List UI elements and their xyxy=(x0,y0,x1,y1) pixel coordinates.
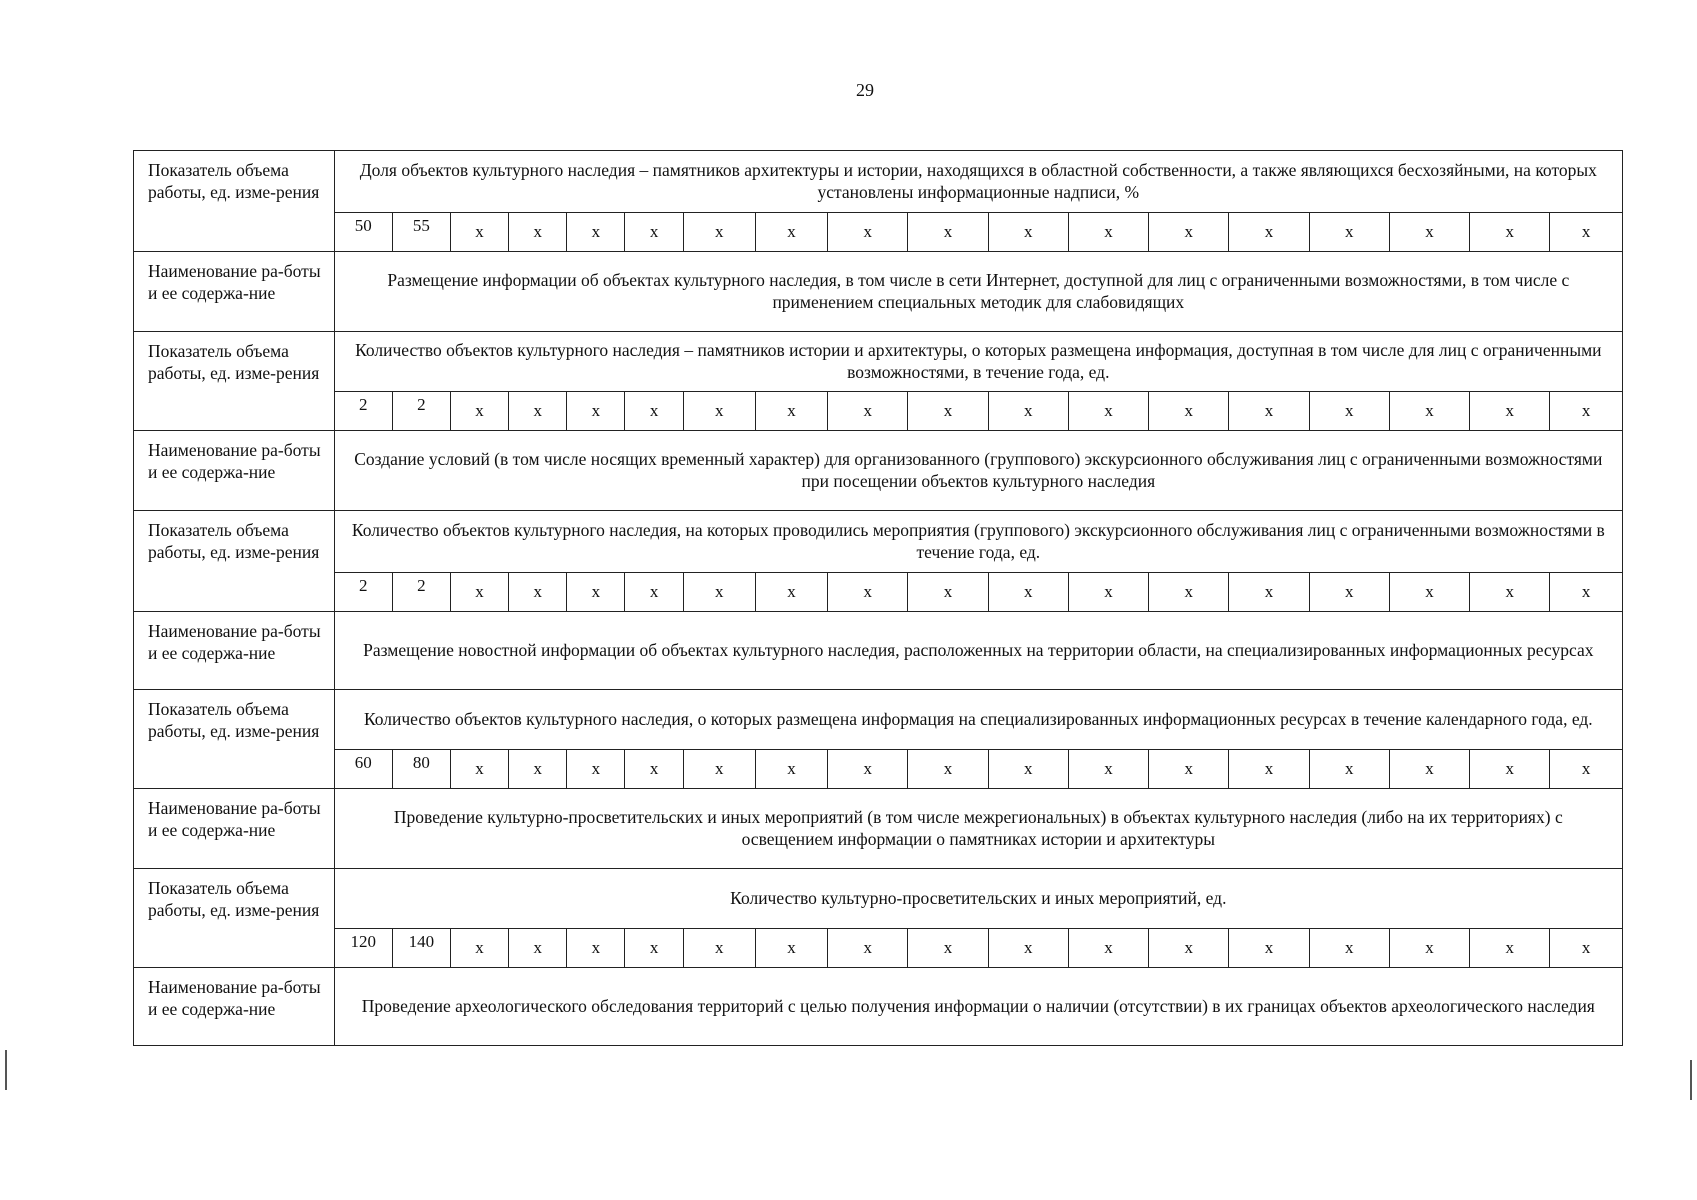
value-cell: х xyxy=(683,929,755,968)
value-cell: х xyxy=(1229,392,1309,431)
work-row xyxy=(134,252,1623,332)
value-cell: х xyxy=(988,392,1068,431)
value-cell: х xyxy=(625,213,683,252)
work-description: Создание условий (в том числе носящих временный характер) для организованного (группового) экскурсионного обслуживания лиц с ограниченными возможностями при посещении объектов культурного наследия xyxy=(334,431,1622,511)
value-cell: х xyxy=(1550,392,1623,431)
work-label: Наименование ра-боты и ее содержа-ние xyxy=(134,431,335,511)
indicator-row xyxy=(134,690,1623,750)
work-row xyxy=(134,431,1623,511)
value-cell: 2 xyxy=(392,392,450,431)
value-cell: х xyxy=(1470,929,1550,968)
work-label: Наименование ра-боты и ее содержа-ние xyxy=(134,968,335,1046)
indicator-label: Показатель объема работы, ед. изме-рения xyxy=(134,869,335,968)
value-cell: х xyxy=(1389,929,1469,968)
value-cell: 60 xyxy=(334,750,392,789)
values-row xyxy=(134,213,1623,252)
value-cell: х xyxy=(509,573,567,612)
value-cell: х xyxy=(450,929,508,968)
value-cell: х xyxy=(988,929,1068,968)
value-cell: х xyxy=(988,213,1068,252)
value-cell: 2 xyxy=(334,573,392,612)
value-cell: х xyxy=(1068,573,1148,612)
value-cell: х xyxy=(1309,750,1389,789)
value-cell: х xyxy=(1149,213,1229,252)
value-cell: х xyxy=(755,573,827,612)
value-cell: х xyxy=(1389,750,1469,789)
value-cell: х xyxy=(683,573,755,612)
work-row xyxy=(134,612,1623,690)
work-indicators-table xyxy=(133,150,1623,1046)
value-cell: х xyxy=(755,929,827,968)
value-cell: х xyxy=(908,750,988,789)
indicator-description: Количество объектов культурного наследия, на которых проводились мероприятия (группового) экскурсионного обслуживания лиц с ограниченными возможностями в течение года, ед. xyxy=(334,511,1622,573)
value-cell: х xyxy=(1068,213,1148,252)
values-row xyxy=(134,573,1623,612)
values-row xyxy=(134,750,1623,789)
value-cell: 120 xyxy=(334,929,392,968)
indicator-label: Показатель объема работы, ед. изме-рения xyxy=(134,511,335,612)
value-cell: х xyxy=(828,573,908,612)
value-cell: х xyxy=(567,392,625,431)
value-cell: х xyxy=(1229,213,1309,252)
value-cell: х xyxy=(828,392,908,431)
value-cell: х xyxy=(1389,573,1469,612)
value-cell: х xyxy=(1550,929,1623,968)
value-cell: х xyxy=(625,750,683,789)
value-cell: х xyxy=(450,750,508,789)
value-cell: х xyxy=(828,750,908,789)
work-row xyxy=(134,968,1623,1046)
value-cell: х xyxy=(828,929,908,968)
value-cell: х xyxy=(1550,573,1623,612)
value-cell: х xyxy=(450,392,508,431)
value-cell: х xyxy=(1550,213,1623,252)
work-label: Наименование ра-боты и ее содержа-ние xyxy=(134,252,335,332)
value-cell: х xyxy=(1470,213,1550,252)
work-description: Размещение новостной информации об объектах культурного наследия, расположенных на территории области, на специализированных информационных ресурсах xyxy=(334,612,1622,690)
value-cell: х xyxy=(1149,573,1229,612)
value-cell: х xyxy=(1309,213,1389,252)
value-cell: х xyxy=(625,392,683,431)
indicator-label: Показатель объема работы, ед. изме-рения xyxy=(134,332,335,431)
value-cell: 140 xyxy=(392,929,450,968)
value-cell: х xyxy=(988,750,1068,789)
value-cell: х xyxy=(1229,929,1309,968)
value-cell: х xyxy=(1149,929,1229,968)
value-cell: х xyxy=(683,392,755,431)
value-cell: х xyxy=(567,750,625,789)
value-cell: 2 xyxy=(392,573,450,612)
value-cell: х xyxy=(755,392,827,431)
table-body xyxy=(134,151,1623,1046)
value-cell: х xyxy=(1389,392,1469,431)
value-cell: х xyxy=(450,573,508,612)
value-cell: х xyxy=(625,929,683,968)
value-cell: х xyxy=(755,750,827,789)
value-cell: х xyxy=(567,213,625,252)
value-cell: х xyxy=(625,573,683,612)
value-cell: х xyxy=(1068,392,1148,431)
value-cell: х xyxy=(988,573,1068,612)
indicator-row xyxy=(134,869,1623,929)
value-cell: х xyxy=(1550,750,1623,789)
value-cell: х xyxy=(1470,573,1550,612)
value-cell: х xyxy=(908,929,988,968)
work-description: Размещение информации об объектах культурного наследия, в том числе в сети Интернет, доступной для лиц с ограниченными возможностями, в том числе с применением специальных методик для слабовидящих xyxy=(334,252,1622,332)
value-cell: х xyxy=(567,929,625,968)
value-cell: х xyxy=(509,213,567,252)
value-cell: х xyxy=(908,573,988,612)
indicator-description: Количество культурно-просветительских и иных мероприятий, ед. xyxy=(334,869,1622,929)
value-cell: х xyxy=(509,750,567,789)
indicator-description: Доля объектов культурного наследия – памятников архитектуры и истории, находящихся в областной собственности, а также являющихся бесхозяйными, на которых установлены информационные надписи, % xyxy=(334,151,1622,213)
value-cell: х xyxy=(509,929,567,968)
value-cell: х xyxy=(1149,750,1229,789)
value-cell: 50 xyxy=(334,213,392,252)
value-cell: х xyxy=(1389,213,1469,252)
scan-mark-left xyxy=(5,1050,7,1090)
indicator-label: Показатель объема работы, ед. изме-рения xyxy=(134,690,335,789)
value-cell: х xyxy=(828,213,908,252)
page-number: 29 xyxy=(856,80,874,100)
value-cell: 2 xyxy=(334,392,392,431)
value-cell: х xyxy=(509,392,567,431)
value-cell: х xyxy=(567,573,625,612)
values-row xyxy=(134,392,1623,431)
scan-mark-right xyxy=(1690,1060,1692,1100)
values-row xyxy=(134,929,1623,968)
value-cell: х xyxy=(1068,750,1148,789)
work-label: Наименование ра-боты и ее содержа-ние xyxy=(134,789,335,869)
work-description: Проведение археологического обследования территорий с целью получения информации о наличии (отсутствии) в их границах объектов археологического наследия xyxy=(334,968,1622,1046)
value-cell: х xyxy=(1309,573,1389,612)
indicator-description: Количество объектов культурного наследия, о которых размещена информация на специализированных информационных ресурсах в течение календарного года, ед. xyxy=(334,690,1622,750)
value-cell: 80 xyxy=(392,750,450,789)
indicator-row xyxy=(134,332,1623,392)
indicator-row xyxy=(134,511,1623,573)
value-cell: х xyxy=(908,213,988,252)
indicator-row xyxy=(134,151,1623,213)
work-description: Проведение культурно-просветительских и иных мероприятий (в том числе межрегиональных) в объектах культурного наследия (либо на их территориях) с освещением информации о памятниках истории и архитектуры xyxy=(334,789,1622,869)
value-cell: х xyxy=(908,392,988,431)
value-cell: х xyxy=(1309,392,1389,431)
value-cell: х xyxy=(1470,750,1550,789)
work-row xyxy=(134,789,1623,869)
value-cell: х xyxy=(1229,750,1309,789)
value-cell: х xyxy=(683,213,755,252)
indicator-description: Количество объектов культурного наследия – памятников истории и архитектуры, о которых размещена информация, доступная в том числе для лиц с ограниченными возможностями, в течение года, ед. xyxy=(334,332,1622,392)
work-label: Наименование ра-боты и ее содержа-ние xyxy=(134,612,335,690)
value-cell: х xyxy=(1309,929,1389,968)
indicator-label: Показатель объема работы, ед. изме-рения xyxy=(134,151,335,252)
value-cell: 55 xyxy=(392,213,450,252)
value-cell: х xyxy=(1229,573,1309,612)
value-cell: х xyxy=(1149,392,1229,431)
value-cell: х xyxy=(1068,929,1148,968)
value-cell: х xyxy=(450,213,508,252)
value-cell: х xyxy=(755,213,827,252)
value-cell: х xyxy=(683,750,755,789)
value-cell: х xyxy=(1470,392,1550,431)
